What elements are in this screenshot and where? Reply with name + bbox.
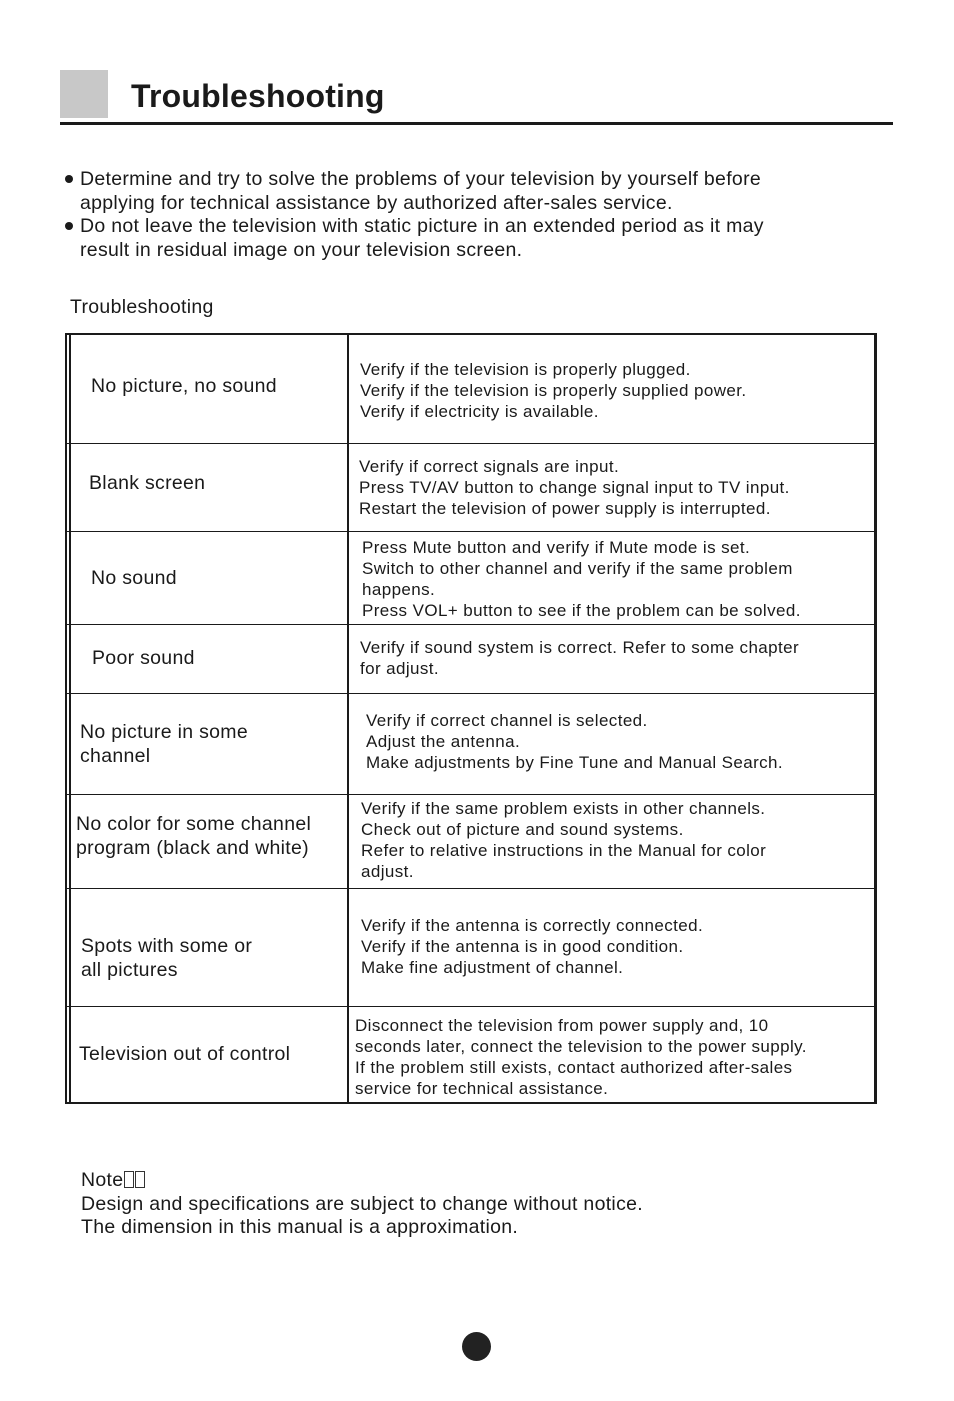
solution-cell (361, 915, 703, 978)
solution-line: Verify if correct channel is selected. (366, 711, 648, 730)
problem-text: No picture, no sound (91, 375, 277, 397)
table-caption: Troubleshooting (70, 296, 214, 318)
column-divider (347, 795, 349, 888)
solution-line: Verify if the same problem exists in other channels. (361, 799, 766, 818)
page-title: Troubleshooting (131, 78, 385, 114)
table-row (67, 694, 874, 795)
solution-line: Verify if electricity is available. (360, 402, 599, 421)
intro-bullet-line: applying for technical assistance by authorized after-sales service. (80, 191, 673, 214)
column-divider (347, 889, 349, 1006)
problem-cell (80, 720, 248, 768)
solution-line: Press VOL+ button to see if the problem can be solved. (362, 601, 801, 620)
bullet-icon (65, 222, 73, 230)
column-divider (347, 444, 349, 531)
problem-text: Television out of control (79, 1043, 291, 1065)
header-accent-block (60, 70, 108, 118)
troubleshooting-table (65, 333, 877, 1104)
problem-cell (79, 1042, 290, 1066)
intro-bullet (62, 168, 882, 215)
solution-line: happens. (362, 580, 436, 599)
bullet-icon (65, 175, 73, 183)
note-line: Design and specifications are subject to change without notice. (81, 1192, 643, 1215)
table-row (67, 444, 874, 532)
solution-line: Check out of picture and sound systems. (361, 820, 684, 839)
column-divider (347, 532, 349, 624)
intro-bullet-list (62, 168, 882, 262)
table-row (67, 532, 874, 625)
missing-glyph-icon (124, 1171, 134, 1188)
solution-line: Verify if correct signals are input. (359, 457, 620, 476)
solution-cell (361, 798, 766, 882)
solution-line: adjust. (361, 862, 414, 881)
column-divider (347, 1007, 349, 1104)
problem-cell (91, 566, 177, 590)
note-line: The dimension in this manual is a approximation. (81, 1216, 519, 1238)
problem-text: No picture in some (80, 721, 248, 743)
solution-line: Refer to relative instructions in the Manual for color (361, 841, 767, 860)
problem-text: all pictures (81, 959, 178, 981)
problem-text: channel (80, 745, 151, 767)
solution-cell (359, 456, 790, 519)
intro-bullet-line: result in residual image on your television screen. (80, 238, 523, 261)
solution-line: If the problem still exists, contact authorized after-sales (355, 1058, 793, 1077)
solution-cell (355, 1015, 807, 1099)
solution-line: Verify if the television is properly plugged. (360, 360, 691, 379)
table-row (67, 795, 874, 889)
problem-text: program (black and white) (76, 837, 309, 859)
solution-cell (366, 710, 783, 773)
note-heading (81, 1169, 643, 1193)
solution-line: Verify if sound system is correct. Refer to some chapter (360, 638, 800, 657)
solution-cell (360, 359, 747, 422)
table-row (67, 625, 874, 694)
problem-cell (76, 812, 311, 860)
solution-line: Make adjustments by Fine Tune and Manual Search. (366, 753, 784, 772)
problem-cell (89, 471, 205, 495)
solution-line: Press TV/AV button to change signal input to TV input. (359, 478, 790, 497)
solution-line: Switch to other channel and verify if the same problem (362, 559, 793, 578)
column-divider (347, 625, 349, 693)
solution-line: Verify if the television is properly supplied power. (360, 381, 747, 400)
table-row (67, 335, 874, 444)
table-row (67, 889, 874, 1007)
solution-cell (360, 637, 799, 679)
problem-text: No color for some channel (76, 813, 312, 835)
solution-line: Press Mute button and verify if Mute mode is set. (362, 538, 751, 557)
problem-text: Poor sound (92, 647, 195, 669)
intro-bullet-line: Determine and try to solve the problems of your television by yourself before (80, 168, 762, 190)
solution-line: for adjust. (360, 659, 440, 678)
solution-line: Make fine adjustment of channel. (361, 958, 624, 977)
note-title: Note (81, 1169, 124, 1191)
solution-cell (362, 537, 801, 621)
solution-line: Verify if the antenna is in good condition. (361, 937, 684, 956)
header-divider (60, 122, 893, 125)
problem-cell (81, 934, 252, 982)
solution-line: seconds later, connect the television to the power supply. (355, 1037, 807, 1056)
missing-glyph-icon (135, 1171, 145, 1188)
problem-text: Blank screen (89, 472, 206, 494)
solution-line: service for technical assistance. (355, 1079, 609, 1098)
solution-line: Adjust the antenna. (366, 732, 521, 751)
table-row (67, 1007, 874, 1104)
page-number-marker (462, 1332, 491, 1361)
solution-line: Disconnect the television from power supply and, 10 (355, 1016, 769, 1035)
problem-cell (92, 646, 195, 670)
intro-bullet-line: Do not leave the television with static picture in an extended period as it may (80, 215, 764, 237)
problem-text: No sound (91, 567, 177, 589)
problem-cell (91, 374, 277, 398)
intro-bullet (62, 215, 882, 262)
problem-text: Spots with some or (81, 935, 253, 957)
note-section (81, 1169, 643, 1240)
column-divider (347, 335, 349, 443)
column-divider (347, 694, 349, 794)
solution-line: Verify if the antenna is correctly connected. (361, 916, 704, 935)
solution-line: Restart the television of power supply is interrupted. (359, 499, 771, 518)
